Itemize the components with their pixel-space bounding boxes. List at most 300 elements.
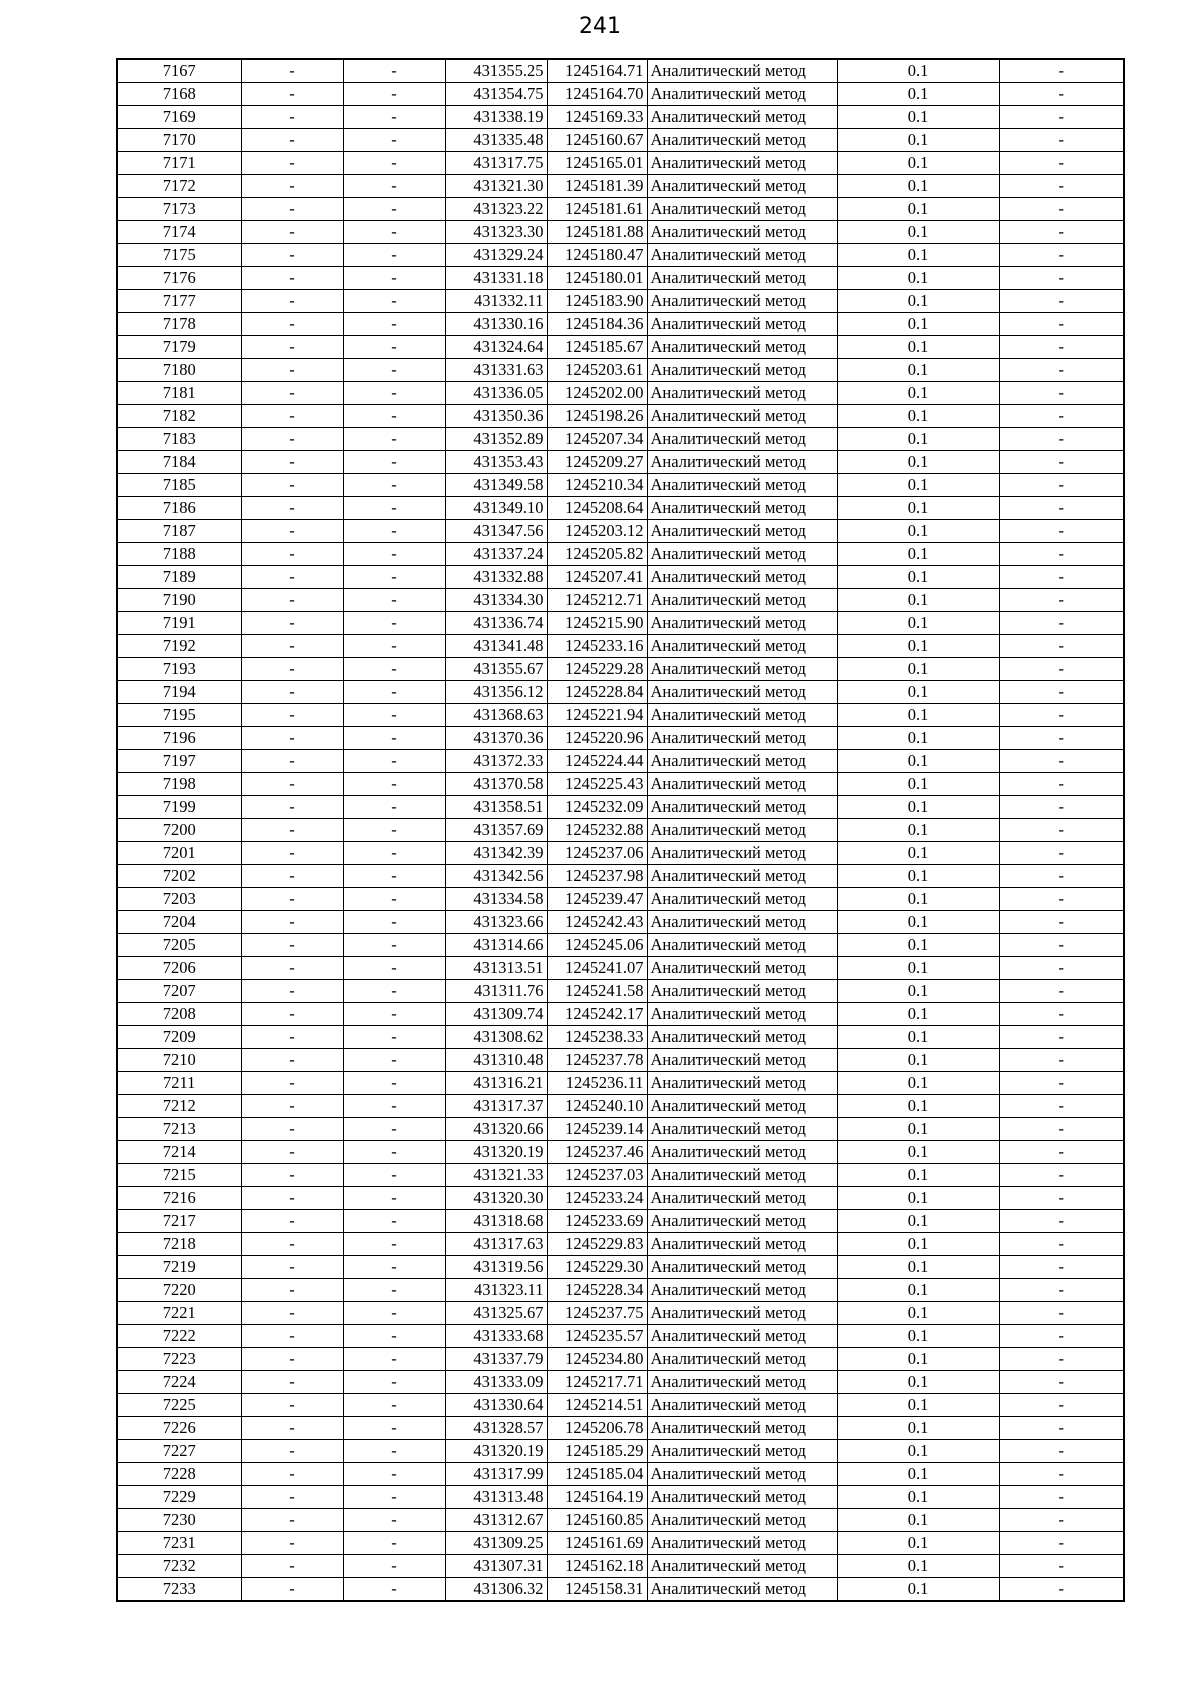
precision-cell: 0.1 — [837, 175, 999, 198]
dash-cell: - — [343, 957, 445, 980]
x-coordinate: 431329.24 — [445, 244, 547, 267]
method-cell: Аналитический метод — [647, 865, 837, 888]
dash-cell: - — [999, 1394, 1124, 1417]
point-number: 7171 — [117, 152, 241, 175]
point-number: 7174 — [117, 221, 241, 244]
dash-cell: - — [343, 1072, 445, 1095]
point-number: 7208 — [117, 1003, 241, 1026]
point-number: 7220 — [117, 1279, 241, 1302]
precision-cell: 0.1 — [837, 428, 999, 451]
dash-cell: - — [999, 727, 1124, 750]
dash-cell: - — [241, 198, 343, 221]
point-number: 7205 — [117, 934, 241, 957]
dash-cell: - — [343, 290, 445, 313]
precision-cell: 0.1 — [837, 313, 999, 336]
point-number: 7193 — [117, 658, 241, 681]
dash-cell: - — [999, 1463, 1124, 1486]
method-cell: Аналитический метод — [647, 1164, 837, 1187]
method-cell: Аналитический метод — [647, 1279, 837, 1302]
point-number: 7206 — [117, 957, 241, 980]
table-row — [117, 1233, 1124, 1256]
dash-cell: - — [343, 612, 445, 635]
dash-cell: - — [241, 1394, 343, 1417]
x-coordinate: 431317.63 — [445, 1233, 547, 1256]
x-coordinate: 431372.33 — [445, 750, 547, 773]
method-cell: Аналитический метод — [647, 1302, 837, 1325]
point-number: 7188 — [117, 543, 241, 566]
dash-cell: - — [999, 543, 1124, 566]
x-coordinate: 431335.48 — [445, 129, 547, 152]
precision-cell: 0.1 — [837, 1417, 999, 1440]
point-number: 7176 — [117, 267, 241, 290]
x-coordinate: 431320.30 — [445, 1187, 547, 1210]
table-row — [117, 290, 1124, 313]
table-row — [117, 1394, 1124, 1417]
dash-cell: - — [999, 497, 1124, 520]
x-coordinate: 431320.66 — [445, 1118, 547, 1141]
dash-cell: - — [343, 451, 445, 474]
precision-cell: 0.1 — [837, 1394, 999, 1417]
dash-cell: - — [343, 129, 445, 152]
table-row — [117, 428, 1124, 451]
point-number: 7186 — [117, 497, 241, 520]
precision-cell: 0.1 — [837, 796, 999, 819]
dash-cell: - — [343, 1417, 445, 1440]
dash-cell: - — [241, 1279, 343, 1302]
x-coordinate: 431355.67 — [445, 658, 547, 681]
y-coordinate: 1245237.03 — [547, 1164, 647, 1187]
dash-cell: - — [241, 1348, 343, 1371]
dash-cell: - — [999, 888, 1124, 911]
x-coordinate: 431368.63 — [445, 704, 547, 727]
x-coordinate: 431320.19 — [445, 1141, 547, 1164]
coordinates-table — [116, 58, 1125, 1602]
dash-cell: - — [241, 750, 343, 773]
dash-cell: - — [241, 1486, 343, 1509]
x-coordinate: 431316.21 — [445, 1072, 547, 1095]
table-row — [117, 152, 1124, 175]
method-cell: Аналитический метод — [647, 635, 837, 658]
dash-cell: - — [999, 773, 1124, 796]
dash-cell: - — [999, 451, 1124, 474]
x-coordinate: 431353.43 — [445, 451, 547, 474]
x-coordinate: 431336.05 — [445, 382, 547, 405]
dash-cell: - — [999, 1302, 1124, 1325]
dash-cell: - — [241, 1440, 343, 1463]
precision-cell: 0.1 — [837, 1463, 999, 1486]
point-number: 7214 — [117, 1141, 241, 1164]
table-row — [117, 1118, 1124, 1141]
dash-cell: - — [241, 865, 343, 888]
y-coordinate: 1245180.47 — [547, 244, 647, 267]
method-cell: Аналитический метод — [647, 1486, 837, 1509]
point-number: 7183 — [117, 428, 241, 451]
dash-cell: - — [343, 1440, 445, 1463]
point-number: 7222 — [117, 1325, 241, 1348]
precision-cell: 0.1 — [837, 198, 999, 221]
x-coordinate: 431320.19 — [445, 1440, 547, 1463]
precision-cell: 0.1 — [837, 612, 999, 635]
x-coordinate: 431336.74 — [445, 612, 547, 635]
y-coordinate: 1245239.14 — [547, 1118, 647, 1141]
table-row — [117, 221, 1124, 244]
dash-cell: - — [343, 405, 445, 428]
dash-cell: - — [999, 1279, 1124, 1302]
table-row — [117, 1302, 1124, 1325]
y-coordinate: 1245229.30 — [547, 1256, 647, 1279]
dash-cell: - — [999, 59, 1124, 83]
dash-cell: - — [343, 589, 445, 612]
table-row — [117, 704, 1124, 727]
y-coordinate: 1245229.83 — [547, 1233, 647, 1256]
x-coordinate: 431354.75 — [445, 83, 547, 106]
method-cell: Аналитический метод — [647, 1371, 837, 1394]
dash-cell: - — [241, 1555, 343, 1578]
dash-cell: - — [999, 1440, 1124, 1463]
x-coordinate: 431337.24 — [445, 543, 547, 566]
dash-cell: - — [241, 1578, 343, 1602]
point-number: 7231 — [117, 1532, 241, 1555]
dash-cell: - — [241, 83, 343, 106]
dash-cell: - — [999, 911, 1124, 934]
dash-cell: - — [241, 566, 343, 589]
dash-cell: - — [999, 842, 1124, 865]
table-row — [117, 1325, 1124, 1348]
precision-cell: 0.1 — [837, 681, 999, 704]
method-cell: Аналитический метод — [647, 1256, 837, 1279]
dash-cell: - — [241, 1256, 343, 1279]
point-number: 7207 — [117, 980, 241, 1003]
dash-cell: - — [999, 750, 1124, 773]
point-number: 7203 — [117, 888, 241, 911]
precision-cell: 0.1 — [837, 658, 999, 681]
dash-cell: - — [241, 175, 343, 198]
dash-cell: - — [343, 175, 445, 198]
method-cell: Аналитический метод — [647, 198, 837, 221]
dash-cell: - — [999, 1256, 1124, 1279]
point-number: 7217 — [117, 1210, 241, 1233]
x-coordinate: 431318.68 — [445, 1210, 547, 1233]
dash-cell: - — [241, 1095, 343, 1118]
x-coordinate: 431324.64 — [445, 336, 547, 359]
dash-cell: - — [241, 980, 343, 1003]
y-coordinate: 1245209.27 — [547, 451, 647, 474]
table-row — [117, 819, 1124, 842]
dash-cell: - — [999, 1141, 1124, 1164]
y-coordinate: 1245228.34 — [547, 1279, 647, 1302]
y-coordinate: 1245245.06 — [547, 934, 647, 957]
dash-cell: - — [241, 681, 343, 704]
dash-cell: - — [241, 589, 343, 612]
point-number: 7181 — [117, 382, 241, 405]
dash-cell: - — [343, 428, 445, 451]
dash-cell: - — [343, 1279, 445, 1302]
table-row — [117, 198, 1124, 221]
precision-cell: 0.1 — [837, 221, 999, 244]
x-coordinate: 431317.37 — [445, 1095, 547, 1118]
y-coordinate: 1245185.67 — [547, 336, 647, 359]
method-cell: Аналитический метод — [647, 842, 837, 865]
y-coordinate: 1245203.12 — [547, 520, 647, 543]
dash-cell: - — [241, 1325, 343, 1348]
dash-cell: - — [343, 1026, 445, 1049]
table-body — [117, 59, 1124, 1601]
y-coordinate: 1245237.46 — [547, 1141, 647, 1164]
method-cell: Аналитический метод — [647, 152, 837, 175]
dash-cell: - — [343, 773, 445, 796]
y-coordinate: 1245180.01 — [547, 267, 647, 290]
dash-cell: - — [241, 1072, 343, 1095]
x-coordinate: 431310.48 — [445, 1049, 547, 1072]
dash-cell: - — [343, 865, 445, 888]
point-number: 7211 — [117, 1072, 241, 1095]
x-coordinate: 431350.36 — [445, 405, 547, 428]
table-row — [117, 842, 1124, 865]
method-cell: Аналитический метод — [647, 520, 837, 543]
x-coordinate: 431331.18 — [445, 267, 547, 290]
dash-cell: - — [241, 704, 343, 727]
method-cell: Аналитический метод — [647, 59, 837, 83]
y-coordinate: 1245162.18 — [547, 1555, 647, 1578]
dash-cell: - — [343, 1095, 445, 1118]
table-row — [117, 1141, 1124, 1164]
table-row — [117, 313, 1124, 336]
dash-cell: - — [343, 796, 445, 819]
point-number: 7196 — [117, 727, 241, 750]
point-number: 7179 — [117, 336, 241, 359]
table-row — [117, 336, 1124, 359]
y-coordinate: 1245185.04 — [547, 1463, 647, 1486]
y-coordinate: 1245208.64 — [547, 497, 647, 520]
dash-cell: - — [343, 198, 445, 221]
y-coordinate: 1245183.90 — [547, 290, 647, 313]
method-cell: Аналитический метод — [647, 83, 837, 106]
table-row — [117, 957, 1124, 980]
precision-cell: 0.1 — [837, 635, 999, 658]
table-row — [117, 1164, 1124, 1187]
point-number: 7229 — [117, 1486, 241, 1509]
dash-cell: - — [999, 566, 1124, 589]
precision-cell: 0.1 — [837, 405, 999, 428]
point-number: 7212 — [117, 1095, 241, 1118]
dash-cell: - — [241, 1302, 343, 1325]
dash-cell: - — [343, 1532, 445, 1555]
dash-cell: - — [343, 727, 445, 750]
x-coordinate: 431349.58 — [445, 474, 547, 497]
dash-cell: - — [241, 543, 343, 566]
dash-cell: - — [999, 83, 1124, 106]
x-coordinate: 431338.19 — [445, 106, 547, 129]
dash-cell: - — [343, 520, 445, 543]
method-cell: Аналитический метод — [647, 1578, 837, 1602]
dash-cell: - — [241, 1509, 343, 1532]
y-coordinate: 1245206.78 — [547, 1417, 647, 1440]
method-cell: Аналитический метод — [647, 313, 837, 336]
table-row — [117, 451, 1124, 474]
method-cell: Аналитический метод — [647, 1325, 837, 1348]
point-number: 7173 — [117, 198, 241, 221]
dash-cell: - — [241, 773, 343, 796]
x-coordinate: 431370.58 — [445, 773, 547, 796]
dash-cell: - — [999, 1555, 1124, 1578]
precision-cell: 0.1 — [837, 1118, 999, 1141]
y-coordinate: 1245164.19 — [547, 1486, 647, 1509]
dash-cell: - — [999, 428, 1124, 451]
precision-cell: 0.1 — [837, 1371, 999, 1394]
table-row — [117, 474, 1124, 497]
dash-cell: - — [999, 1049, 1124, 1072]
method-cell: Аналитический метод — [647, 336, 837, 359]
dash-cell: - — [343, 566, 445, 589]
dash-cell: - — [343, 1394, 445, 1417]
precision-cell: 0.1 — [837, 704, 999, 727]
table-row — [117, 1486, 1124, 1509]
table-row — [117, 543, 1124, 566]
dash-cell: - — [343, 474, 445, 497]
dash-cell: - — [343, 1049, 445, 1072]
dash-cell: - — [343, 1141, 445, 1164]
y-coordinate: 1245181.39 — [547, 175, 647, 198]
table-row — [117, 750, 1124, 773]
dash-cell: - — [241, 612, 343, 635]
table-row — [117, 1187, 1124, 1210]
precision-cell: 0.1 — [837, 1325, 999, 1348]
precision-cell: 0.1 — [837, 1256, 999, 1279]
y-coordinate: 1245236.11 — [547, 1072, 647, 1095]
dash-cell: - — [241, 152, 343, 175]
y-coordinate: 1245239.47 — [547, 888, 647, 911]
dash-cell: - — [999, 405, 1124, 428]
dash-cell: - — [999, 290, 1124, 313]
method-cell: Аналитический метод — [647, 129, 837, 152]
point-number: 7223 — [117, 1348, 241, 1371]
point-number: 7184 — [117, 451, 241, 474]
point-number: 7201 — [117, 842, 241, 865]
method-cell: Аналитический метод — [647, 727, 837, 750]
method-cell: Аналитический метод — [647, 704, 837, 727]
point-number: 7230 — [117, 1509, 241, 1532]
precision-cell: 0.1 — [837, 1486, 999, 1509]
dash-cell: - — [999, 1003, 1124, 1026]
dash-cell: - — [343, 1486, 445, 1509]
dash-cell: - — [241, 842, 343, 865]
point-number: 7187 — [117, 520, 241, 543]
dash-cell: - — [241, 106, 343, 129]
dash-cell: - — [999, 1371, 1124, 1394]
x-coordinate: 431342.39 — [445, 842, 547, 865]
table-row — [117, 681, 1124, 704]
precision-cell: 0.1 — [837, 1509, 999, 1532]
table-row — [117, 1026, 1124, 1049]
point-number: 7213 — [117, 1118, 241, 1141]
dash-cell: - — [241, 1463, 343, 1486]
method-cell: Аналитический метод — [647, 359, 837, 382]
dash-cell: - — [241, 658, 343, 681]
dash-cell: - — [241, 428, 343, 451]
dash-cell: - — [343, 1463, 445, 1486]
table-row — [117, 175, 1124, 198]
precision-cell: 0.1 — [837, 106, 999, 129]
y-coordinate: 1245203.61 — [547, 359, 647, 382]
precision-cell: 0.1 — [837, 566, 999, 589]
precision-cell: 0.1 — [837, 865, 999, 888]
y-coordinate: 1245224.44 — [547, 750, 647, 773]
x-coordinate: 431313.48 — [445, 1486, 547, 1509]
method-cell: Аналитический метод — [647, 382, 837, 405]
precision-cell: 0.1 — [837, 336, 999, 359]
dash-cell: - — [999, 1095, 1124, 1118]
point-number: 7232 — [117, 1555, 241, 1578]
y-coordinate: 1245240.10 — [547, 1095, 647, 1118]
dash-cell: - — [343, 1348, 445, 1371]
dash-cell: - — [241, 1049, 343, 1072]
precision-cell: 0.1 — [837, 497, 999, 520]
x-coordinate: 431334.30 — [445, 589, 547, 612]
x-coordinate: 431308.62 — [445, 1026, 547, 1049]
precision-cell: 0.1 — [837, 520, 999, 543]
x-coordinate: 431352.89 — [445, 428, 547, 451]
dash-cell: - — [999, 635, 1124, 658]
table-row — [117, 1049, 1124, 1072]
y-coordinate: 1245184.36 — [547, 313, 647, 336]
x-coordinate: 431334.58 — [445, 888, 547, 911]
precision-cell: 0.1 — [837, 290, 999, 313]
dash-cell: - — [343, 1233, 445, 1256]
table-row — [117, 382, 1124, 405]
x-coordinate: 431370.36 — [445, 727, 547, 750]
point-number: 7224 — [117, 1371, 241, 1394]
x-coordinate: 431330.64 — [445, 1394, 547, 1417]
method-cell: Аналитический метод — [647, 1509, 837, 1532]
dash-cell: - — [999, 1233, 1124, 1256]
method-cell: Аналитический метод — [647, 589, 837, 612]
point-number: 7195 — [117, 704, 241, 727]
table-row — [117, 405, 1124, 428]
table-row — [117, 727, 1124, 750]
method-cell: Аналитический метод — [647, 1095, 837, 1118]
dash-cell: - — [999, 520, 1124, 543]
dash-cell: - — [999, 589, 1124, 612]
dash-cell: - — [343, 106, 445, 129]
table-row — [117, 59, 1124, 83]
dash-cell: - — [343, 59, 445, 83]
x-coordinate: 431306.32 — [445, 1578, 547, 1602]
table-row — [117, 129, 1124, 152]
dash-cell: - — [241, 520, 343, 543]
dash-cell: - — [343, 750, 445, 773]
dash-cell: - — [999, 796, 1124, 819]
method-cell: Аналитический метод — [647, 1440, 837, 1463]
dash-cell: - — [343, 658, 445, 681]
method-cell: Аналитический метод — [647, 1141, 837, 1164]
point-number: 7180 — [117, 359, 241, 382]
table-row — [117, 1256, 1124, 1279]
dash-cell: - — [241, 267, 343, 290]
dash-cell: - — [343, 980, 445, 1003]
dash-cell: - — [999, 681, 1124, 704]
dash-cell: - — [999, 152, 1124, 175]
x-coordinate: 431317.75 — [445, 152, 547, 175]
dash-cell: - — [343, 267, 445, 290]
dash-cell: - — [343, 336, 445, 359]
dash-cell: - — [241, 819, 343, 842]
precision-cell: 0.1 — [837, 727, 999, 750]
method-cell: Аналитический метод — [647, 497, 837, 520]
point-number: 7167 — [117, 59, 241, 83]
precision-cell: 0.1 — [837, 589, 999, 612]
y-coordinate: 1245210.34 — [547, 474, 647, 497]
y-coordinate: 1245207.34 — [547, 428, 647, 451]
